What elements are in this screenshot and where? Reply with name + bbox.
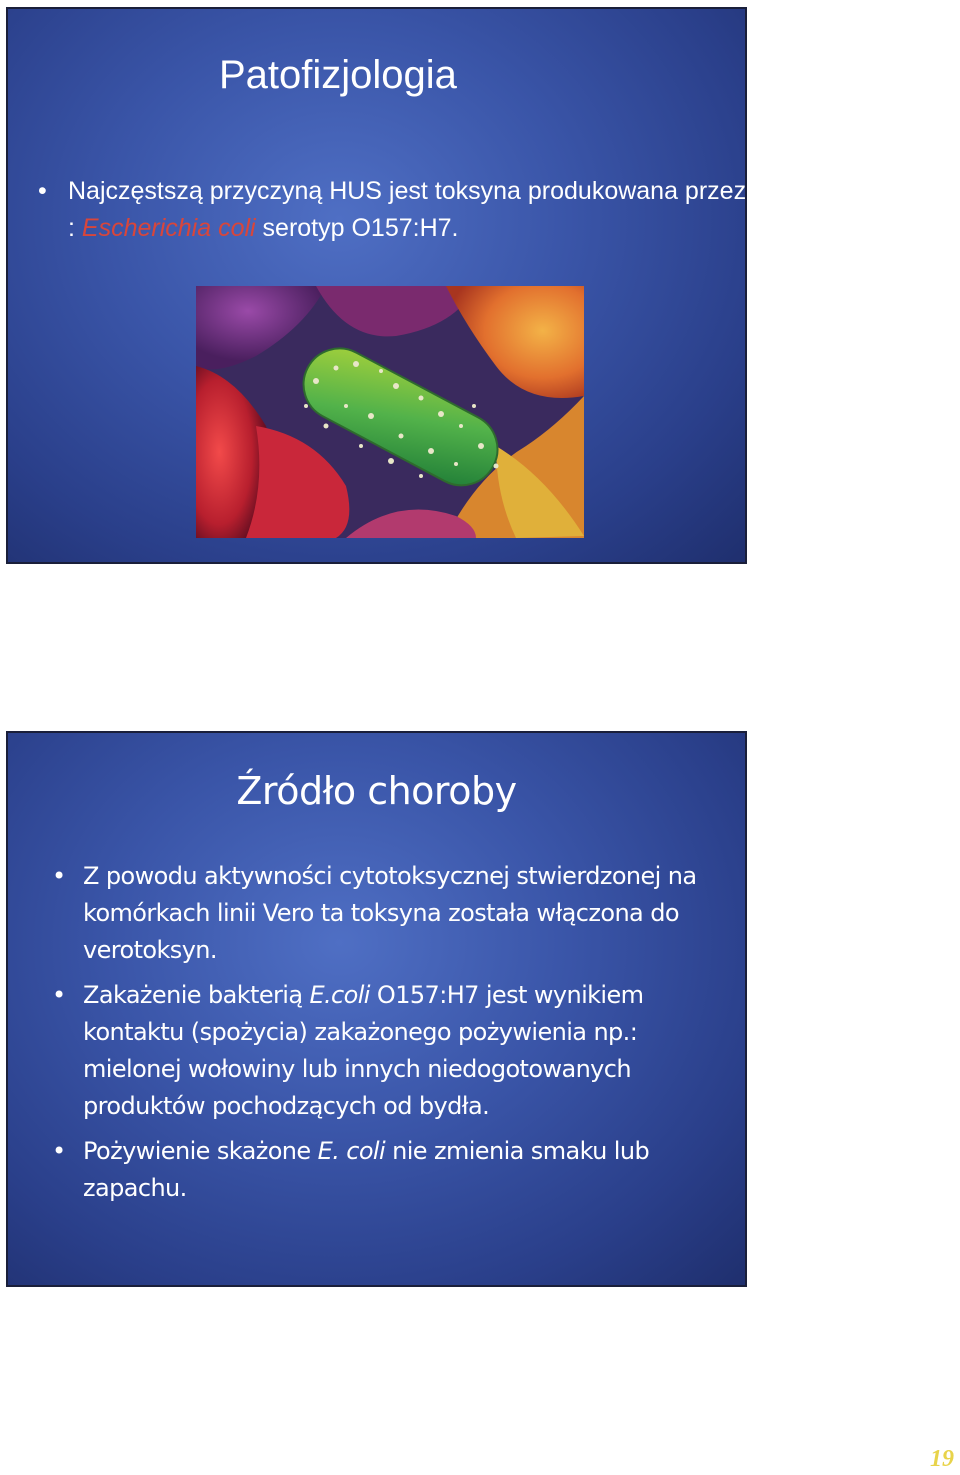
bullet-icon: •	[52, 862, 66, 890]
bullet-item	[38, 173, 748, 247]
ecoli-micrograph-image	[196, 286, 584, 538]
slide-title: Patofizjologia	[219, 53, 457, 97]
bullet-list	[38, 173, 748, 247]
bullet-text-end: O157:H7 jest wynikiem kontaktu (spożycia) zakażonego pożywienia np.: mielonej wołowiny lub innych niedogotowanych produktów pochodzących od bydła.	[83, 981, 644, 1120]
bullet-text-end: serotyp O157:H7.	[255, 214, 459, 242]
organism-name: E. coli	[317, 1137, 386, 1165]
bullet-item	[52, 1133, 742, 1207]
bullet-icon: •	[38, 177, 47, 205]
bullet-list	[52, 858, 742, 1215]
slide-zrodlo-choroby	[6, 731, 747, 1287]
slide-title: Źródło choroby	[236, 769, 517, 813]
bullet-icon: •	[52, 981, 66, 1009]
slide-patofizjologia	[6, 7, 747, 564]
bullet-item	[52, 858, 742, 969]
bullet-item	[52, 977, 742, 1125]
bullet-text-end: nie zmienia smaku lub zapachu.	[83, 1137, 650, 1202]
bullet-text: Najczęstszą przyczyną HUS jest toksyna produkowana przez :	[68, 177, 747, 242]
bullet-text: Zakażenie bakterią	[83, 981, 310, 1009]
bullet-text: Pożywienie skażone	[83, 1137, 318, 1165]
organism-name: E.coli	[309, 981, 370, 1009]
organism-name: Escherichia coli	[81, 214, 256, 242]
bullet-text: Z powodu aktywności cytotoksycznej stwierdzonej na komórkach linii Vero ta toksyna została włączona do verotoksyn.	[83, 862, 697, 964]
page-number: 19	[930, 1446, 954, 1472]
bullet-icon: •	[52, 1137, 66, 1165]
